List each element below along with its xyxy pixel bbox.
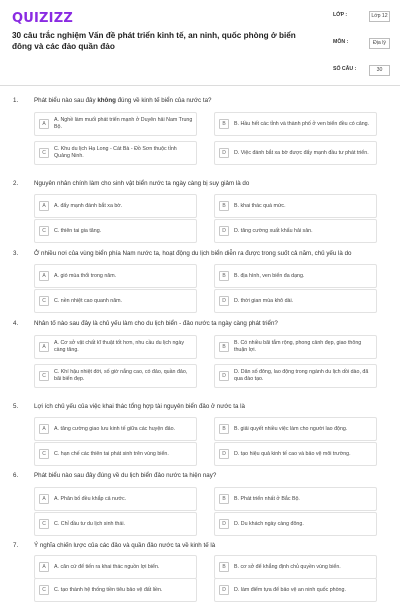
option-letter-box: A [39,119,49,129]
question-number: 2. [13,180,19,187]
option-text: A. Phân bố đều khắp cả nước. [54,495,127,502]
meta-subject-label: MÔN : [333,39,349,45]
option-letter-box: C [39,585,49,595]
option-text: A. Cơ sở vật chất kĩ thuật tốt hơn, nhu cầu du lịch ngày càng tăng. [54,340,184,353]
option-letter-box: A [39,271,49,281]
question-stem-emphasis: không [97,97,116,104]
meta-grade [333,11,390,38]
option-letter-box: B [219,271,229,281]
option-text: C. thiên tai gia tăng. [54,227,102,234]
option-text: C. tạo thành hệ thống tiền tiêu bảo vệ đất liền. [54,586,163,593]
option-letter-box: C [39,371,49,381]
quizizz-logo: QUIZIZZ [12,11,73,26]
meta-grade-label: LỚP : [333,12,348,18]
meta-count [333,65,390,81]
option-letter-box: A [39,201,49,211]
option-text: C. Khu du lịch Hạ Long - Cát Bà - Đồ Sơn thuộc tỉnh Quảng Ninh. [54,146,177,159]
option-text: A. tăng cường giao lưu kinh tế giữa các huyện đảo. [54,425,176,432]
option-text: D. tăng cường xuất khẩu hải sản. [234,227,313,234]
option-letter-box: D [219,449,229,459]
answer-option-b[interactable] [214,264,377,288]
option-letter-box: C [39,148,49,158]
option-text: D. làm điểm tựa để bảo vệ an ninh quốc phòng. [234,586,346,593]
option-letter-box: C [39,519,49,529]
option-letter-box: D [219,296,229,306]
answer-option-c[interactable] [34,578,197,602]
question-number: 5. [13,403,19,410]
question-stem: Nhân tố nào sau đây là chủ yếu làm cho du lịch biển - đảo nước ta ngày càng phát triển? [34,320,278,327]
option-letter-box: A [39,424,49,434]
answer-option-c[interactable] [34,141,197,165]
option-letter-box: B [219,119,229,129]
option-letter-box: C [39,296,49,306]
option-text: D. Việc đánh bắt xa bờ được đẩy mạnh đầu tư phát triển. [234,149,369,156]
question-stem-text: Phát biểu nào sau đây [34,97,98,104]
option-text: C. Khí hậu nhiệt đới, số giờ nắng cao, có đảo, quần đảo, bãi biển đẹp. [54,369,188,382]
option-letter-box: C [39,226,49,236]
worksheet-header [0,0,400,86]
option-letter-box: D [219,148,229,158]
worksheet-meta [333,11,390,81]
meta-count-value: 30 [369,65,390,76]
option-text: B. khai thác quá mức. [234,202,286,209]
option-text: C. Chỉ đầu tư du lịch sinh thái. [54,520,125,527]
meta-grade-value: Lớp 12 [369,11,390,22]
option-text: A. căn cứ để tiến ra khai thác nguồn lợi biển. [54,563,160,570]
option-letter-box: C [39,449,49,459]
question-number: 3. [13,250,19,257]
answer-option-a[interactable] [34,335,197,359]
question-number: 7. [13,542,19,549]
answer-option-d[interactable] [214,141,377,165]
option-text: B. Có nhiều bãi tắm rộng, phong cảnh đẹp, giao thông thuận lợi. [234,340,362,353]
answer-option-a[interactable] [34,487,197,511]
option-text: D. tạo hiệu quả kinh tế cao và bảo vệ môi trường. [234,450,351,457]
option-text: A. gió mùa thổi trong năm. [54,272,117,279]
question-stem-text: đúng về kinh tế biển của nước ta? [115,97,212,104]
question-stem: Lợi ích chủ yếu của việc khai thác tổng hợp tài nguyên biển đảo ở nước ta là [34,403,245,410]
answer-option-d[interactable] [214,364,377,388]
answer-option-c[interactable] [34,219,197,243]
question-stem [34,97,384,105]
option-letter-box: B [219,201,229,211]
option-text: D. Du khách ngày càng đông. [234,520,304,527]
meta-subject-value: Địa lý [369,38,390,49]
option-letter-box: B [219,424,229,434]
answer-option-d[interactable] [214,512,377,536]
answer-option-c[interactable] [34,364,197,388]
question-stem: Phát biểu nào sau đây đúng về du lịch biển đảo nước ta hiện nay? [34,472,217,479]
question-stem: Ý nghĩa chiến lược của các đảo và quần đảo nước ta về kinh tế là [34,542,216,549]
answer-option-a[interactable] [34,194,197,218]
answer-option-a[interactable] [34,112,197,136]
question-stem: Ở nhiều nơi của vùng biển phía Nam nước ta, hoạt động du lịch biển diễn ra được trong suốt cả năm, chủ yếu là do [34,250,352,257]
option-letter-box: B [219,562,229,572]
option-letter-box: B [219,342,229,352]
option-letter-box: D [219,585,229,595]
answer-option-b[interactable] [214,112,377,136]
option-letter-box: A [39,494,49,504]
option-text: B. Phát triển nhất ở Bắc Bộ. [234,495,300,502]
option-text: A. Nghề làm muối phát triển mạnh ở Duyên hải Nam Trung Bộ. [54,117,193,130]
option-text: C. nền nhiệt cao quanh năm. [54,297,123,304]
answer-option-d[interactable] [214,442,377,466]
option-letter-box: B [219,494,229,504]
answer-option-d[interactable] [214,289,377,313]
option-text: D. Dân số đông, lao động trong ngành du lịch dồi dào, đã qua đào tạo. [234,369,369,382]
answer-option-b[interactable] [214,487,377,511]
option-letter-box: D [219,519,229,529]
option-letter-box: A [39,342,49,352]
option-text: C. hạn chế các thiên tai phát sinh trên vùng biển. [54,450,169,457]
answer-option-d[interactable] [214,219,377,243]
question-number: 1. [13,97,19,104]
option-letter-box: A [39,562,49,572]
option-letter-box: D [219,371,229,381]
answer-option-c[interactable] [34,512,197,536]
answer-option-b[interactable] [214,194,377,218]
option-text: B. giải quyết nhiều việc làm cho người lao động. [234,425,348,432]
meta-subject [333,38,390,65]
answer-option-d[interactable] [214,578,377,602]
question-number: 6. [13,472,19,479]
worksheet-title: 30 câu trắc nghiệm Vấn đề phát triển kinh tế, an ninh, quốc phòng ở biển đông và các đảo quần đảo [12,31,296,51]
answer-option-a[interactable] [34,264,197,288]
option-text: B. cơ sở để khẳng định chủ quyền vùng biển. [234,563,341,570]
answer-option-b[interactable] [214,417,377,441]
answer-option-c[interactable] [34,289,197,313]
answer-option-a[interactable] [34,555,197,579]
option-text: B. địa hình, ven biển đa dạng. [234,272,305,279]
answer-option-b[interactable] [214,555,377,579]
question-stem: Nguyên nhân chính làm cho sinh vật biển nước ta ngày càng bị suy giảm là do [34,180,250,187]
answer-option-a[interactable] [34,417,197,441]
option-text: B. Hầu hết các tỉnh và thành phố ở ven biển đều có cảng. [234,120,370,127]
question-number: 4. [13,320,19,327]
header-divider [0,85,400,86]
answer-option-c[interactable] [34,442,197,466]
answer-option-b[interactable] [214,335,377,359]
option-letter-box: D [219,226,229,236]
option-text: D. thời gian mùa khô dài. [234,297,294,304]
option-text: A. đẩy mạnh đánh bắt xa bờ. [54,202,123,209]
meta-count-label: SỐ CÂU : [333,66,357,72]
